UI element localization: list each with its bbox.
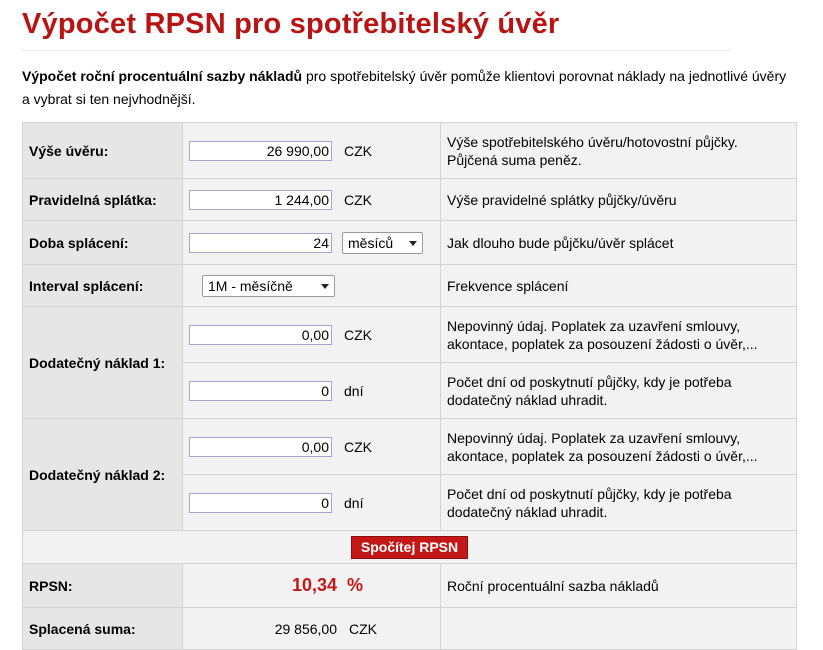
term-unit-selected: měsíců — [348, 234, 394, 251]
loan-amount-description: Výše spotřebitelského úvěru/hotovostní půjčky. Půjčená suma peněz. — [441, 123, 797, 179]
total-paid-description — [441, 608, 797, 650]
rpsn-value: 10,34 — [291, 575, 337, 595]
cost1-amount-description: Nepovinný údaj. Poplatek za uzavření smlouvy, akontace, poplatek za posouzení žádosti o úvěr,... — [441, 307, 797, 363]
row-regular-payment — [23, 179, 797, 221]
rpsn-description: Roční procentuální sazba nákladů — [441, 564, 797, 608]
interval-label: Interval splácení: — [23, 265, 183, 307]
interval-description: Frekvence splácení — [441, 265, 797, 307]
interval-selected: 1M - měsíčně — [208, 277, 293, 294]
term-description: Jak dlouho bude půjčku/úvěr splácet — [441, 221, 797, 265]
row-interval — [23, 265, 797, 307]
total-paid-label: Splacená suma: — [23, 608, 183, 650]
intro-rest: pro spotřebitelský úvěr pomůže klientovi porovnat náklady na jednotlivé úvěry a vybrat si ten nejvhodnější. — [22, 68, 787, 107]
row-cost2-amount — [23, 419, 797, 475]
page-title: Výpočet RPSN pro spotřebitelský úvěr — [22, 8, 560, 40]
term-unit-select[interactable] — [342, 232, 423, 254]
rpsn-label: RPSN: — [23, 564, 183, 608]
row-total-paid — [23, 608, 797, 650]
intro-bold: Výpočet roční procentuální sazby nákladů — [22, 68, 303, 84]
cost2-days-description: Počet dní od poskytnutí půjčky, kdy je potřeba dodatečný náklad uhradit. — [441, 475, 797, 531]
chevron-down-icon — [409, 241, 417, 246]
cost2-amount-unit: CZK — [344, 438, 372, 455]
cost2-label: Dodatečný náklad 2: — [23, 419, 183, 531]
calculate-rpsn-button[interactable]: Spočítej RPSN — [351, 536, 468, 559]
title-divider — [22, 50, 730, 51]
term-label: Doba splácení: — [23, 221, 183, 265]
cost2-days-input[interactable] — [189, 493, 332, 513]
total-paid-unit: CZK — [349, 621, 377, 638]
cost2-amount-description: Nepovinný údaj. Poplatek za uzavření smlouvy, akontace, poplatek za posouzení žádosti o úvěr,... — [441, 419, 797, 475]
intro-text — [22, 65, 792, 111]
payment-unit: CZK — [344, 191, 372, 208]
payment-input[interactable] — [189, 190, 332, 210]
loan-amount-unit: CZK — [344, 142, 372, 159]
row-loan-amount — [23, 123, 797, 179]
cost1-days-unit: dní — [344, 382, 364, 399]
cost1-label: Dodatečný náklad 1: — [23, 307, 183, 419]
term-input[interactable] — [189, 233, 332, 253]
interval-select[interactable] — [202, 275, 335, 297]
cost1-amount-input[interactable] — [189, 325, 332, 345]
chevron-down-icon — [321, 284, 329, 289]
row-cost1-amount — [23, 307, 797, 363]
cost2-days-unit: dní — [344, 494, 364, 511]
loan-amount-input[interactable] — [189, 141, 332, 161]
row-rpsn-result — [23, 564, 797, 608]
payment-label: Pravidelná splátka: — [23, 179, 183, 221]
row-calculate — [23, 531, 797, 564]
payment-description: Výše pravidelné splátky půjčky/úvěru — [441, 179, 797, 221]
cost1-days-description: Počet dní od poskytnutí půjčky, kdy je potřeba dodatečný náklad uhradit. — [441, 363, 797, 419]
rpsn-unit: % — [347, 575, 364, 595]
cost1-amount-unit: CZK — [344, 326, 372, 343]
loan-amount-label: Výše úvěru: — [23, 123, 183, 179]
cost2-amount-input[interactable] — [189, 437, 332, 457]
total-paid-value: 29 856,00 — [274, 621, 337, 638]
row-term — [23, 221, 797, 265]
cost1-days-input[interactable] — [189, 381, 332, 401]
